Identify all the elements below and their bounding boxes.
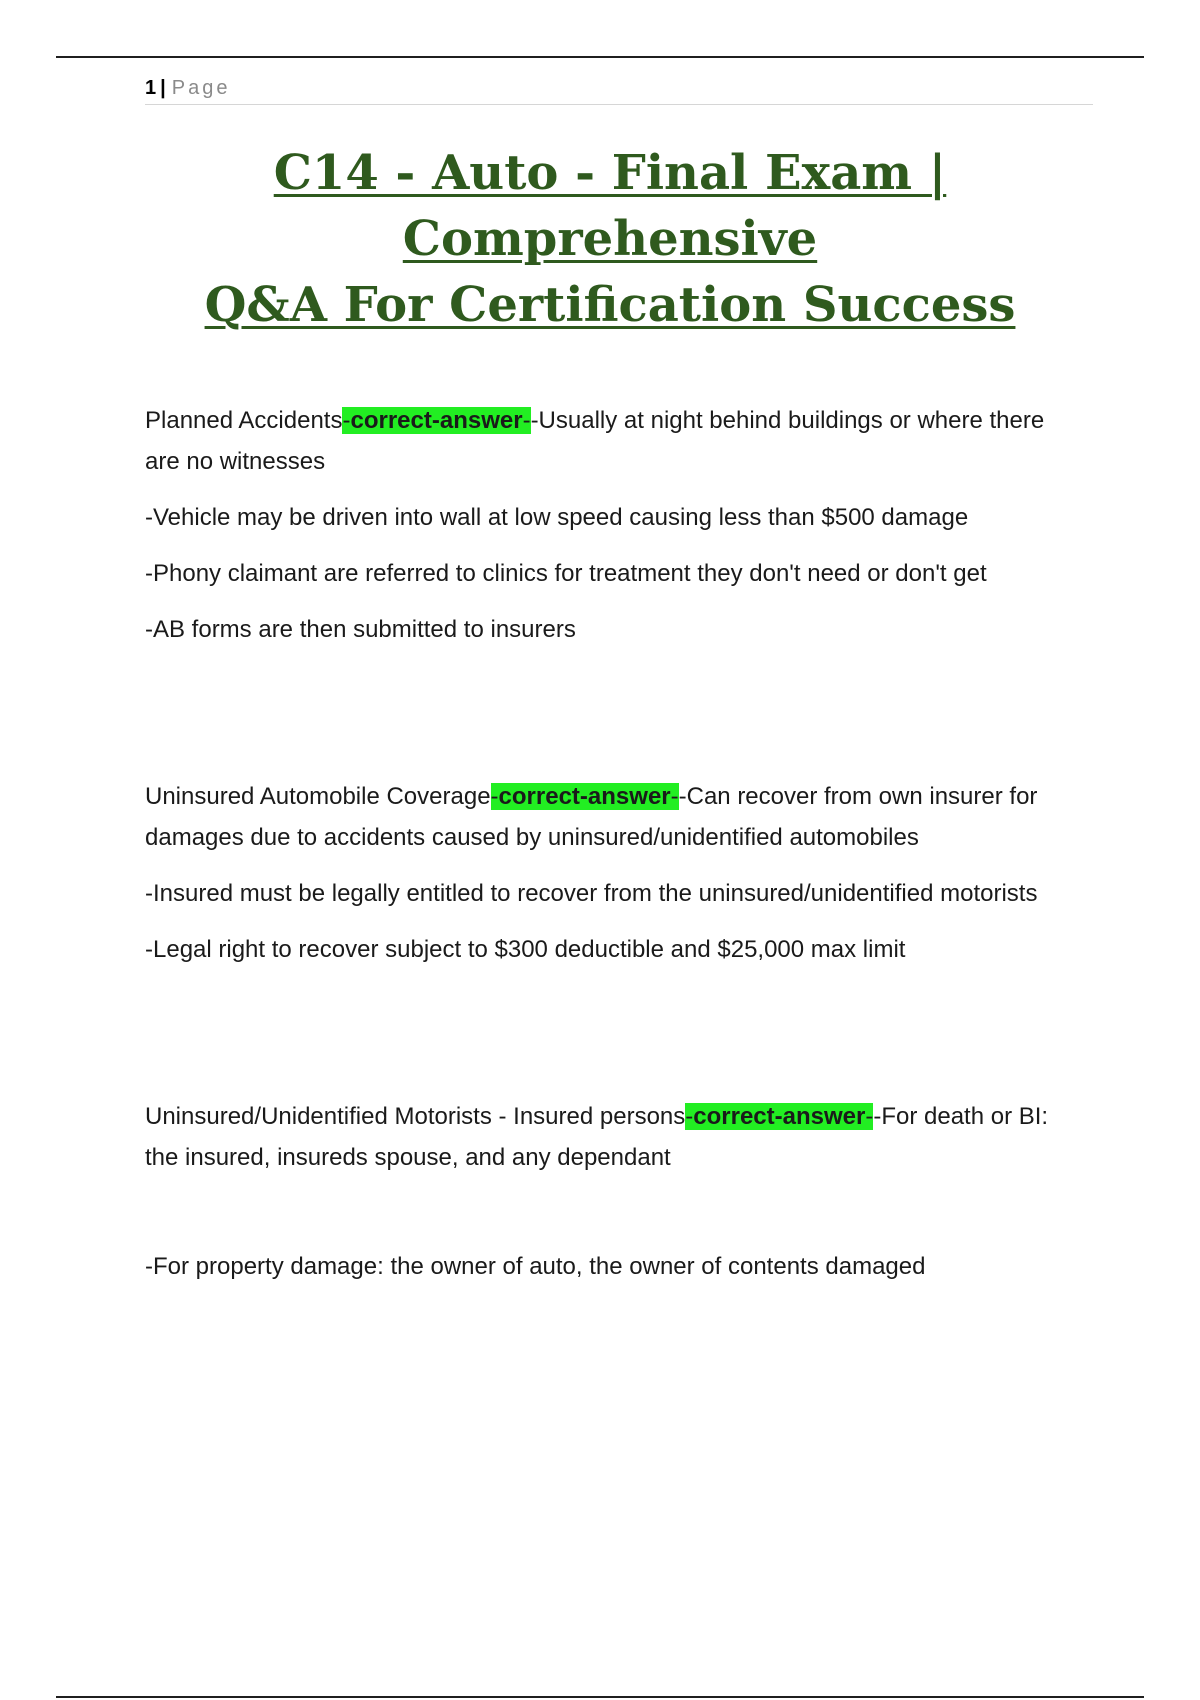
section-spacer (145, 985, 1085, 1096)
correct-answer-highlight (342, 407, 530, 434)
highlight-prefix: - (490, 783, 499, 810)
highlight-suffix: - (865, 1103, 874, 1130)
title-line-1: C14 - Auto - Final Exam | Comprehensive (273, 145, 947, 267)
page-separator: | (160, 77, 166, 99)
answer-point: -Phony claimant are referred to clinics for treatment they don't need or don't get (145, 560, 987, 587)
correct-answer-highlight (491, 783, 679, 810)
answer-point: -Legal right to recover subject to $300 deductible and $25,000 max limit (145, 936, 906, 963)
bottom-rule (56, 1696, 1144, 1698)
answer-point: -Vehicle may be driven into wall at low speed causing less than $500 damage (145, 504, 969, 531)
question-term: Uninsured Automobile Coverage (145, 783, 491, 810)
correct-answer-label: correct-answer (350, 407, 523, 434)
page-label: Page (171, 77, 231, 99)
document-body (145, 400, 1085, 1302)
correct-answer-highlight (685, 1103, 873, 1130)
question-term: Planned Accidents (145, 407, 343, 434)
highlight-suffix: - (670, 783, 679, 810)
correct-answer-label: correct-answer (693, 1103, 866, 1130)
question-item (145, 400, 1085, 482)
highlight-prefix: - (685, 1103, 694, 1130)
answer-text: -Usually at night behind buildings or where there are no witnesses (145, 407, 1045, 475)
document-title (130, 140, 1090, 338)
answer-point: -Insured must be legally entitled to recover from the uninsured/unidentified motorists (145, 880, 1038, 907)
highlight-prefix: - (342, 407, 351, 434)
answer-point: -For property damage: the owner of auto, the owner of contents damaged (145, 1253, 926, 1280)
top-rule (56, 56, 1144, 58)
highlight-suffix: - (522, 407, 531, 434)
page-header (145, 72, 1093, 105)
answer-text: -Can recover from own insurer for damages due to accidents caused by uninsured/unidentified automobiles (145, 783, 1038, 851)
section-spacer (145, 1193, 1085, 1246)
question-item (145, 1096, 1085, 1178)
question-term: Uninsured/Unidentified Motorists - Insured persons (145, 1103, 686, 1130)
answer-text: -For death or BI: the insured, insureds spouse, and any dependant (145, 1103, 1049, 1171)
answer-point: -AB forms are then submitted to insurers (145, 616, 576, 643)
page-number: 1 (145, 77, 157, 99)
section-spacer (145, 665, 1085, 776)
correct-answer-label: correct-answer (498, 783, 671, 810)
question-item (145, 776, 1085, 858)
title-line-2: Q&A For Certification Success (204, 277, 1016, 333)
